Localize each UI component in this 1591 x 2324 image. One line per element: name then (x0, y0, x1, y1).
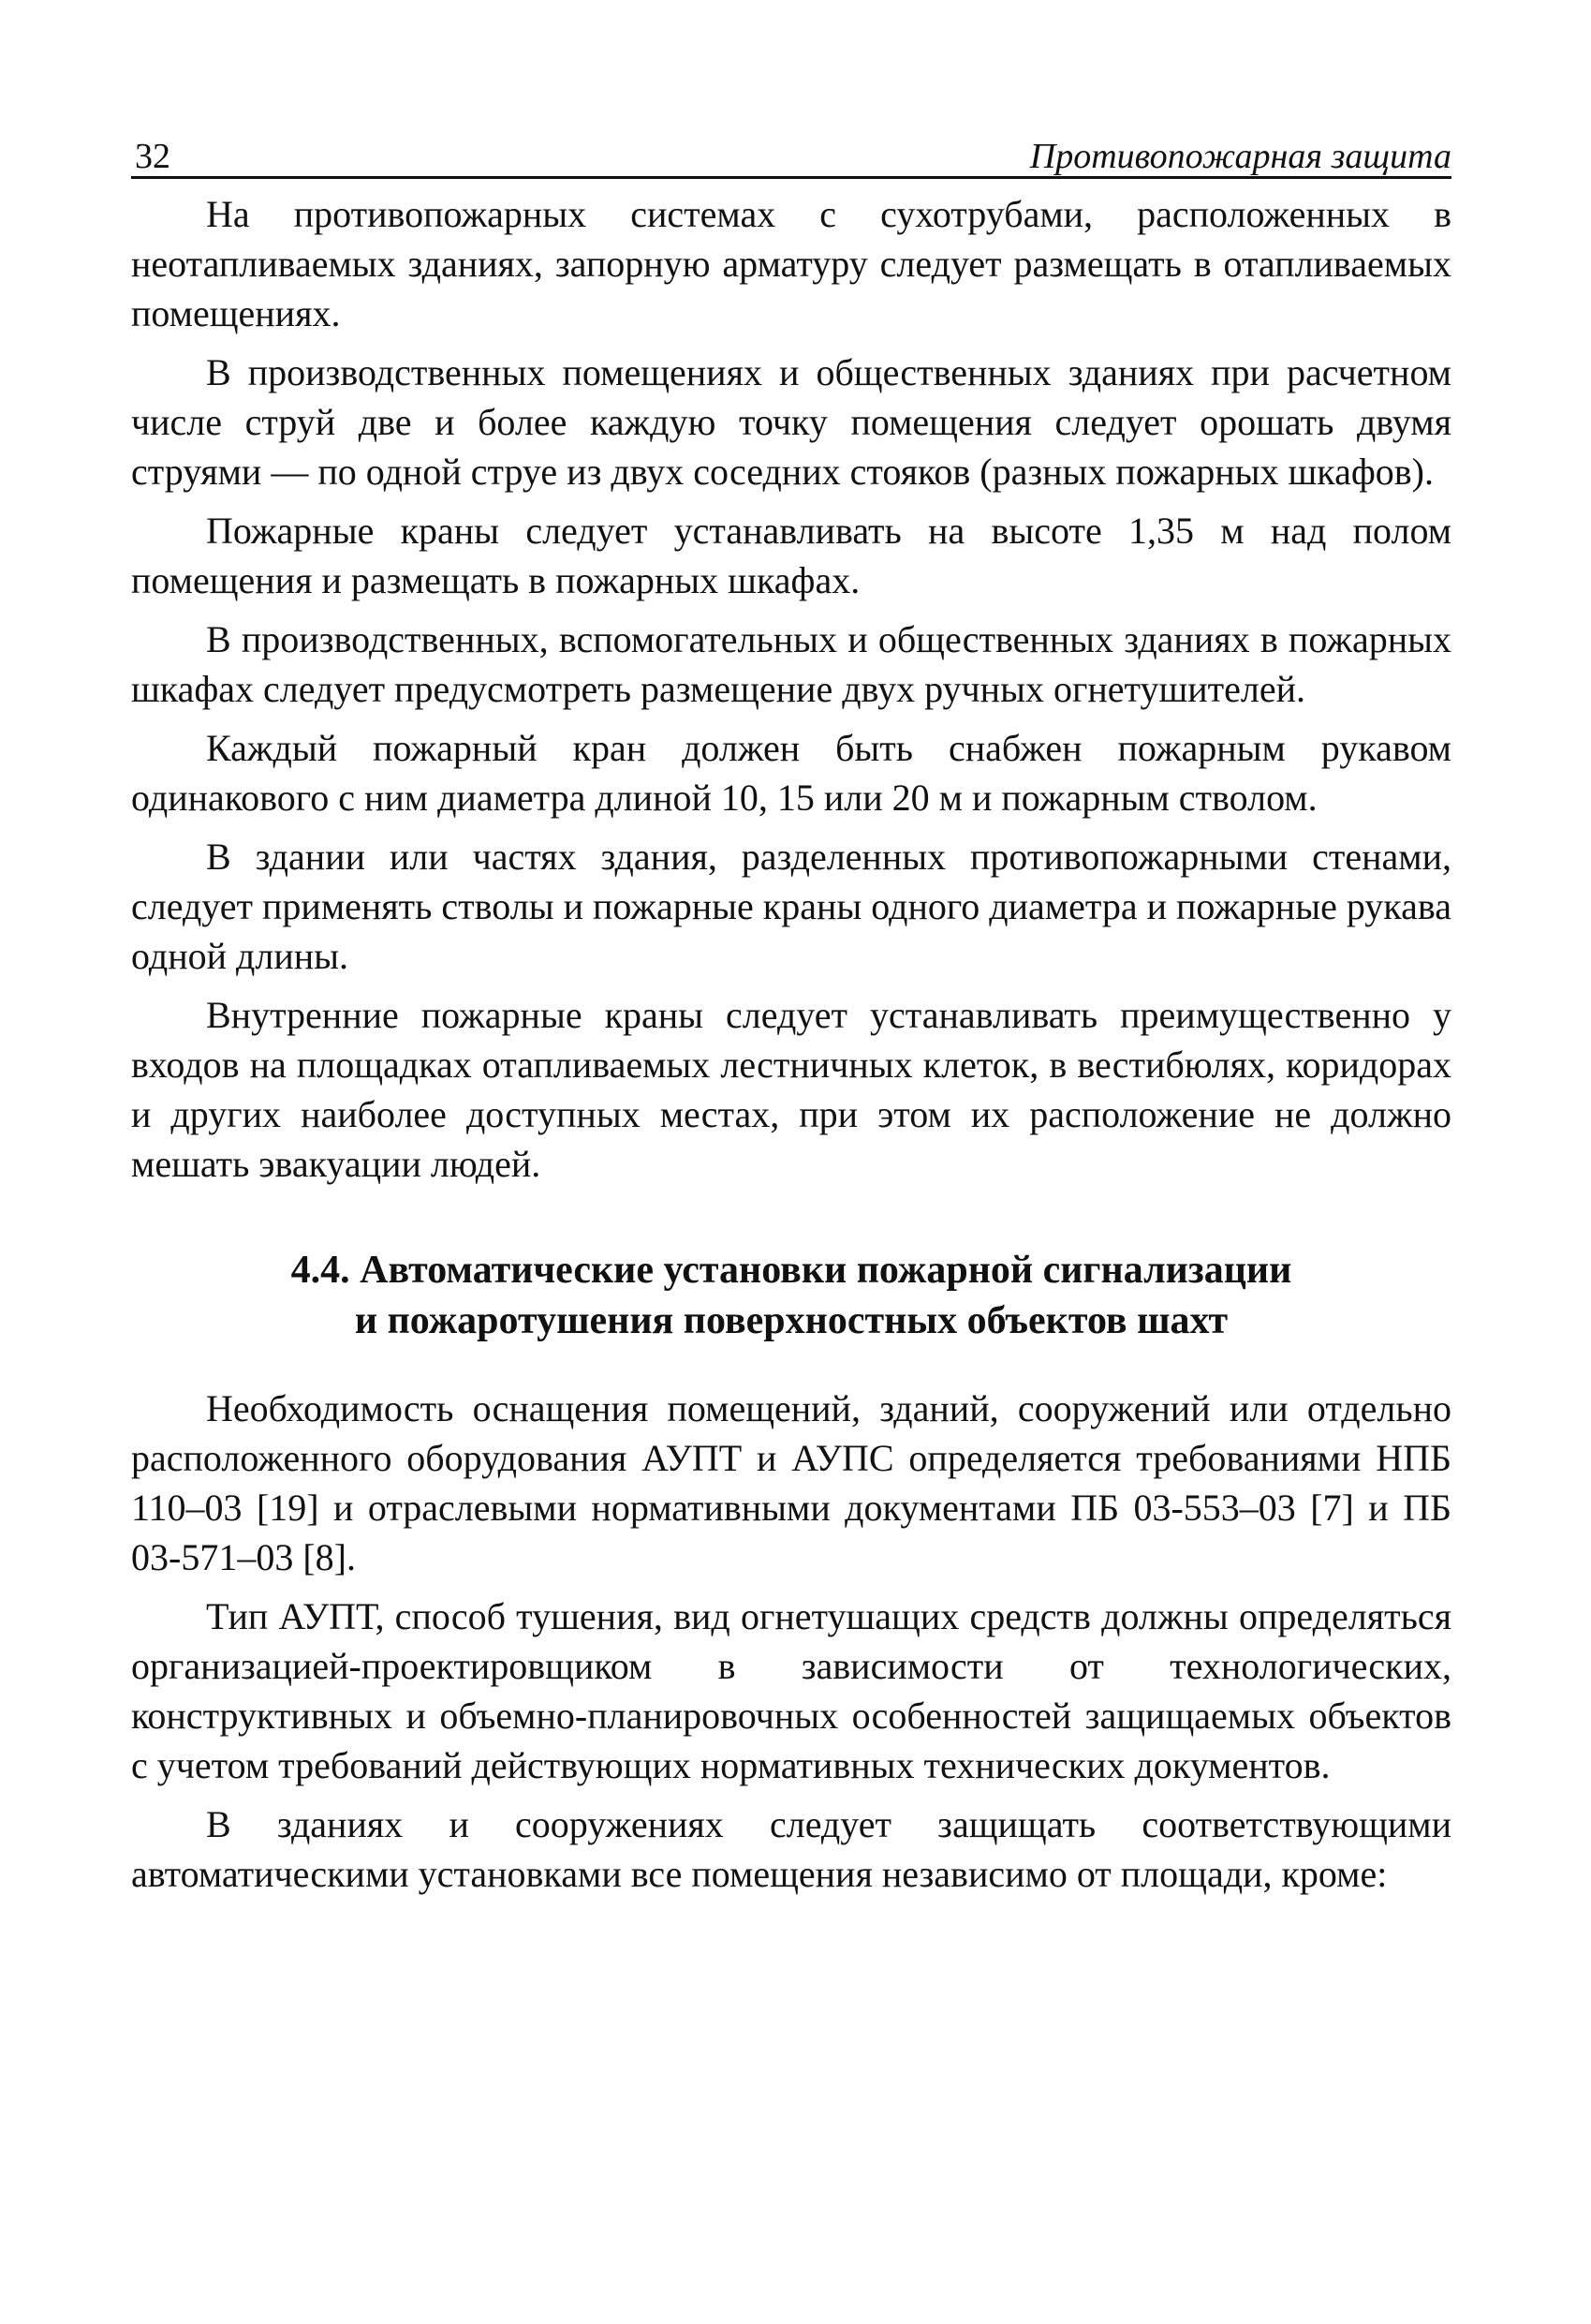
paragraph-two-jets: В производственных помещениях и общественных зданиях при расчетном числе струй две и более каждую точку помещения следует орошать двумя струями — по одной струе из двух соседних стояков (разных пожарных шкафов). (131, 351, 1451, 493)
section-heading (131, 1245, 1451, 1346)
paragraph-protected-rooms: В зданиях и сооружениях следует защищать соответствующими автоматическими установками все помещения независимо от площади, кроме: (131, 1803, 1451, 1895)
paragraph-dry-pipe-valves: На противопожарных системах с сухотрубами, расположенных в неотапливаемых зданиях, запорную арматуру следует размещать в отапливаемых помещениях. (131, 193, 1451, 334)
paragraph-same-diameter: В здании или частях здания, разделенных противопожарными стенами, следует применять стволы и пожарные краны одного диаметра и пожарные рукава одной длины. (131, 836, 1451, 977)
section-heading-line-2: и пожаротушения поверхностных объектов шахт (354, 1299, 1229, 1342)
paragraph-fire-hose: Каждый пожарный кран должен быть снабжен пожарным рукавом одинакового с ним диаметра длиной 10, 15 или 20 м и пожарным стволом. (131, 727, 1451, 819)
page-number: 32 (135, 137, 170, 176)
paragraph-extinguishers: В производственных, вспомогательных и общественных зданиях в пожарных шкафах следует предусмотреть размещение двух ручных огнетушителей. (131, 618, 1451, 710)
section-heading-line-1: 4.4. Автоматические установки пожарной сигнализации (290, 1249, 1292, 1292)
paragraph-aupt-type: Тип АУПТ, способ тушения, вид огнетушащих средств должны определяться организацией-проектировщиком в зависимости от технологических, конструктивных и объемно-планировочных особенностей защищаемых объектов с учетом требований действующих нормативных технических документов. (131, 1595, 1451, 1786)
paragraph-hydrant-placement: Внутренние пожарные краны следует устанавливать преимущественно у входов на площадках отапливаемых лестничных клеток, в вестибюлях, коридорах и других наиболее доступных местах, при этом их расположение не должно мешать эвакуации людей. (131, 994, 1451, 1185)
running-header (131, 131, 1451, 179)
paragraph-equipment-requirements: Необходимость оснащения помещений, зданий, сооружений или отдельно расположенного оборудования АУПТ и АУПС определяется требованиями НПБ 110–03 [19] и отраслевыми нормативными документами ПБ 03-553–03 [7] и ПБ 03-571–03 [8]. (131, 1387, 1451, 1578)
paragraph-hydrant-height: Пожарные краны следует устанавливать на высоте 1,35 м над полом помещения и размещать в пожарных шкафах. (131, 510, 1451, 601)
page-body (131, 189, 1451, 1908)
running-header-title: Противопожарная защита (1029, 137, 1451, 176)
